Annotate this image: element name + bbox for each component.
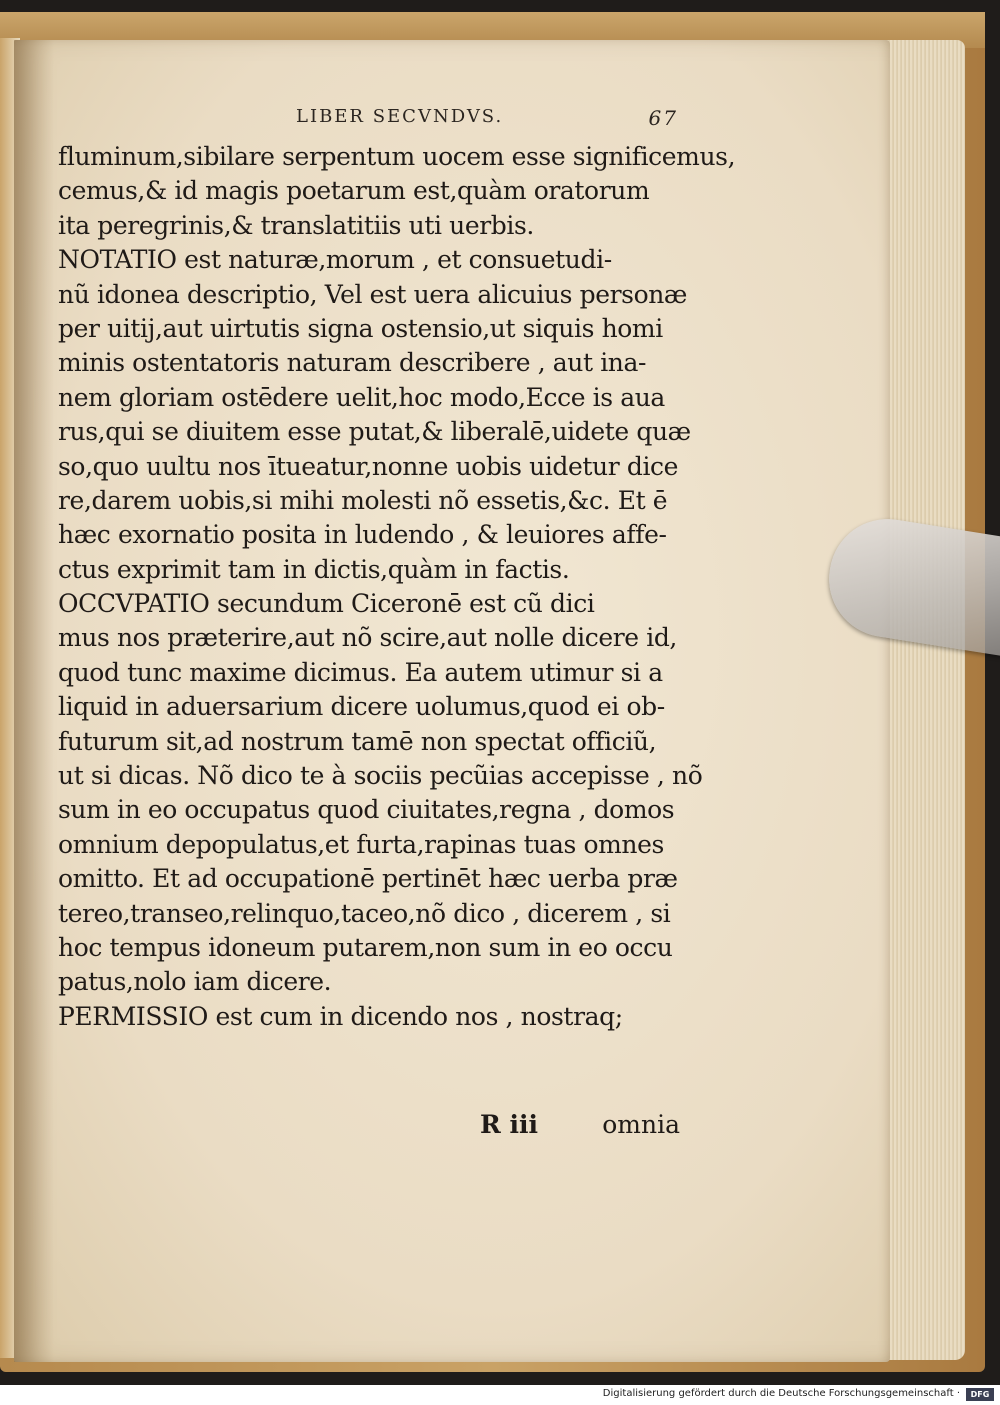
text-line: tereo,transeo,relinquo,taceo,nõ dico , dicerem , si xyxy=(58,898,671,928)
text-line: ctus exprimit tam in dictis,quàm in factis. xyxy=(58,554,570,584)
text-line: ut si dicas. Nõ dico te à sociis pecũias accepisse , nõ xyxy=(58,761,703,791)
page-header xyxy=(296,106,686,136)
text-line: sum in eo occupatus quod ciuitates,regna , domos xyxy=(58,795,675,825)
text-line: nũ idonea descriptio, Vel est uera alicuius personæ xyxy=(58,279,688,309)
signature-catchword-line xyxy=(480,1110,680,1144)
body-text xyxy=(58,140,736,1034)
text-line: hoc tempus idoneum putarem,non sum in eo occu xyxy=(58,932,673,962)
text-line: mus nos præterire,aut nõ scire,aut nolle dicere id, xyxy=(58,623,677,653)
text-line: liquid in aduersarium dicere uolumus,quod ei ob- xyxy=(58,692,665,722)
text-line: patus,nolo iam dicere. xyxy=(58,967,332,997)
funding-credit: Digitalisierung gefördert durch die Deutsche Forschungsgemeinschaft · xyxy=(602,1388,960,1399)
text-line: quod tunc maxime dicimus. Ea autem utimur si a xyxy=(58,657,663,687)
text-line: fluminum,sibilare serpentum uocem esse significemus, xyxy=(58,142,736,171)
text-line: rus,qui se diuitem esse putat,& liberalē,uidete quæ xyxy=(58,417,691,447)
text-line: omitto. Et ad occupationē pertinēt hæc uerba præ xyxy=(58,864,678,894)
text-line: minis ostentatoris naturam describere , aut ina- xyxy=(58,348,647,378)
text-line: ita peregrinis,& translatitiis uti uerbis. xyxy=(58,210,534,240)
text-line: so,quo uultu nos ītueatur,nonne uobis uidetur dice xyxy=(58,451,679,481)
dfg-logo: DFG xyxy=(966,1388,994,1401)
text-line: PERMISSIO est cum in dicendo nos , nostraq; xyxy=(58,1001,623,1031)
text-line: per uitij,aut uirtutis signa ostensio,ut siquis homi xyxy=(58,313,663,343)
page-number: 67 xyxy=(648,106,678,130)
text-line: NOTATIO est naturæ,morum , et consuetudi- xyxy=(58,245,612,275)
text-line: nem gloriam ostēdere uelit,hoc modo,Ecce is aua xyxy=(58,382,665,412)
text-line: re,darem uobis,si mihi molesti nõ essetis,&c. Et ē xyxy=(58,485,668,515)
running-head: LIBER SECVNDVS. xyxy=(296,106,504,127)
text-line: cemus,& id magis poetarum est,quàm oratorum xyxy=(58,176,650,206)
text-line: hæc exornatio posita in ludendo , & leuiores affe- xyxy=(58,520,667,550)
text-line: OCCVPATIO secundum Ciceronē est cũ dici xyxy=(58,589,595,619)
page-gutter-shadow xyxy=(14,40,54,1362)
text-line: omnium depopulatus,et furta,rapinas tuas omnes xyxy=(58,829,664,859)
signature-mark: R iii xyxy=(480,1110,538,1139)
text-line: futurum sit,ad nostrum tamē non spectat officiũ, xyxy=(58,726,657,756)
catchword: omnia xyxy=(602,1110,680,1139)
footer-bar xyxy=(0,1385,1000,1405)
